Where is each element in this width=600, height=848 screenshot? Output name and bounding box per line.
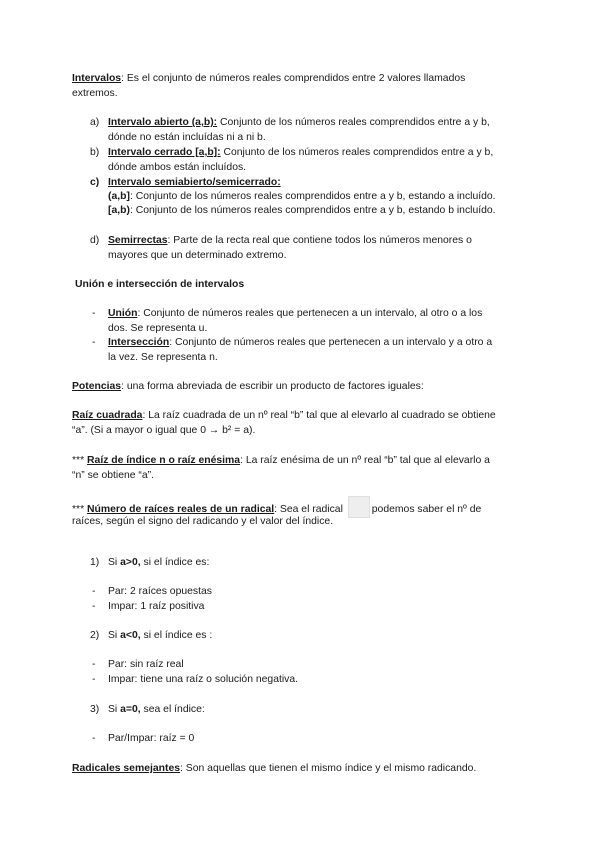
term-text: : una forma abreviada de escribir un producto de factores iguales: xyxy=(121,381,424,392)
list-item xyxy=(108,146,493,161)
case-pre: Si xyxy=(108,704,121,715)
term-text: : Sea el radical xyxy=(274,503,343,515)
term-text-cont: la vez. Se representa n. xyxy=(108,352,218,363)
semi-text: : Conjunto de los números reales comprendidos entre a y b, estando b incluído. xyxy=(129,205,496,216)
case-item xyxy=(108,629,212,644)
case-item xyxy=(108,703,205,718)
term-text-cont: “n” se obtiene “a”. xyxy=(72,470,155,481)
list-marker: b) xyxy=(90,147,100,158)
prefix: *** xyxy=(72,455,88,466)
intervalos-heading: Intervalos xyxy=(72,73,122,84)
term-title: Intervalo semiabierto/semicerrado: xyxy=(108,177,281,188)
term-text-cont: dos. Se representa u. xyxy=(108,323,208,334)
term-text: : Conjunto de números reales que pertenecen a un intervalo y a otro a xyxy=(169,337,493,348)
semi-item xyxy=(108,204,496,219)
raiz-cuadrada-paragraph xyxy=(72,409,496,424)
intervalos-intro: : Es el conjunto de números reales comprendidos entre 2 valores llamados xyxy=(121,73,466,84)
case-marker: 3) xyxy=(90,704,100,715)
radical-image-placeholder xyxy=(348,496,370,518)
semi-item xyxy=(108,190,496,205)
term-text: : Conjunto de números reales que pertenecen a un intervalo, al otro o a los xyxy=(137,308,483,319)
case-pre: Si xyxy=(108,630,121,641)
term-text-cont: dónde ambos están incluídos. xyxy=(108,162,247,173)
prefix: *** xyxy=(72,503,88,515)
term-text: : Parte de la recta real que contiene todos los números menores o xyxy=(167,235,472,246)
list-item xyxy=(108,336,492,351)
case-post: sea el índice: xyxy=(140,704,205,715)
semi-label: [a,b) xyxy=(108,205,130,216)
term-text: Conjunto de los números reales comprendidos entre a y b, xyxy=(217,117,490,128)
term-text-cont: raíces, según el signo del radicando y el valor del índice. xyxy=(72,516,334,527)
term-text: : Son aquellas que tienen el mismo índice y el mismo radicando. xyxy=(180,763,477,774)
term-title: Intersección xyxy=(108,337,170,348)
term-title: Potencias xyxy=(72,381,122,392)
term-title: Raíz de índice n o raíz enésima xyxy=(87,455,241,466)
term-text: Conjunto de los números reales comprendidos entre a y b, xyxy=(220,147,494,158)
list-item xyxy=(108,116,490,131)
raiz-enesima-paragraph xyxy=(72,454,490,469)
term-title: Radicales semejantes xyxy=(72,763,181,774)
list-marker: c) xyxy=(90,177,100,188)
term-title: Intervalo abierto (a,b): xyxy=(108,117,218,128)
list-marker: - xyxy=(92,337,96,348)
case-post: si el índice es : xyxy=(140,630,213,641)
case-condition: a=0, xyxy=(120,704,141,715)
case-pre: Si xyxy=(108,557,121,568)
bullet-dash: - xyxy=(92,601,96,612)
list-marker: a) xyxy=(90,117,100,128)
bullet-dash: - xyxy=(92,659,96,670)
case-condition: a>0, xyxy=(120,557,141,568)
list-item xyxy=(108,307,482,322)
list-item xyxy=(108,234,472,249)
list-item: Par/Impar: raíz = 0 xyxy=(108,733,195,744)
bullet-dash: - xyxy=(92,733,96,744)
list-marker: d) xyxy=(90,235,100,246)
term-title: Intervalo cerrado [a,b]: xyxy=(108,147,221,158)
term-text-cont: dónde no están incluídas ni a ni b. xyxy=(108,132,266,143)
list-item: Par: 2 raíces opuestas xyxy=(108,586,212,597)
intervalos-paragraph xyxy=(72,72,465,87)
list-item: Par: sin raíz real xyxy=(108,659,184,670)
case-marker: 1) xyxy=(90,557,100,568)
bullet-dash: - xyxy=(92,586,96,597)
case-marker: 2) xyxy=(90,630,100,641)
list-item xyxy=(108,176,281,191)
potencias-paragraph xyxy=(72,380,424,395)
term-title: Número de raíces reales de un radical xyxy=(87,503,275,515)
case-condition: a<0, xyxy=(120,630,141,641)
radicales-paragraph xyxy=(72,762,476,777)
term-title: Unión xyxy=(108,308,138,319)
term-title: Raíz cuadrada xyxy=(72,410,143,421)
union-heading: Unión e intersección de intervalos xyxy=(75,279,245,290)
list-marker: - xyxy=(92,308,96,319)
list-item: Impar: 1 raíz positiva xyxy=(108,601,205,612)
intervalos-intro-cont: extremos. xyxy=(72,88,118,99)
case-post: si el índice es: xyxy=(140,557,210,568)
list-item: Impar: tiene una raíz o solución negativa. xyxy=(108,674,299,685)
semi-text: : Conjunto de los números reales comprendidos entre a y b, estando a incluído. xyxy=(129,191,496,202)
bullet-dash: - xyxy=(92,674,96,685)
term-title: Semirrectas xyxy=(108,235,168,246)
term-text: : La raíz cuadrada de un nº real “b” tal que al elevarlo al cuadrado se obtiene xyxy=(142,410,496,421)
term-text-cont: “a”. (Si a mayor o igual que 0 → b² = a). xyxy=(72,425,256,436)
term-text: podemos saber el nº de xyxy=(371,503,482,515)
case-item xyxy=(108,556,209,571)
semi-label: (a,b] xyxy=(108,191,130,202)
term-text: : La raíz enésima de un nº real “b” tal que al elevarlo a xyxy=(240,455,490,466)
term-text-cont: mayores que un determinado extremo. xyxy=(108,250,287,261)
